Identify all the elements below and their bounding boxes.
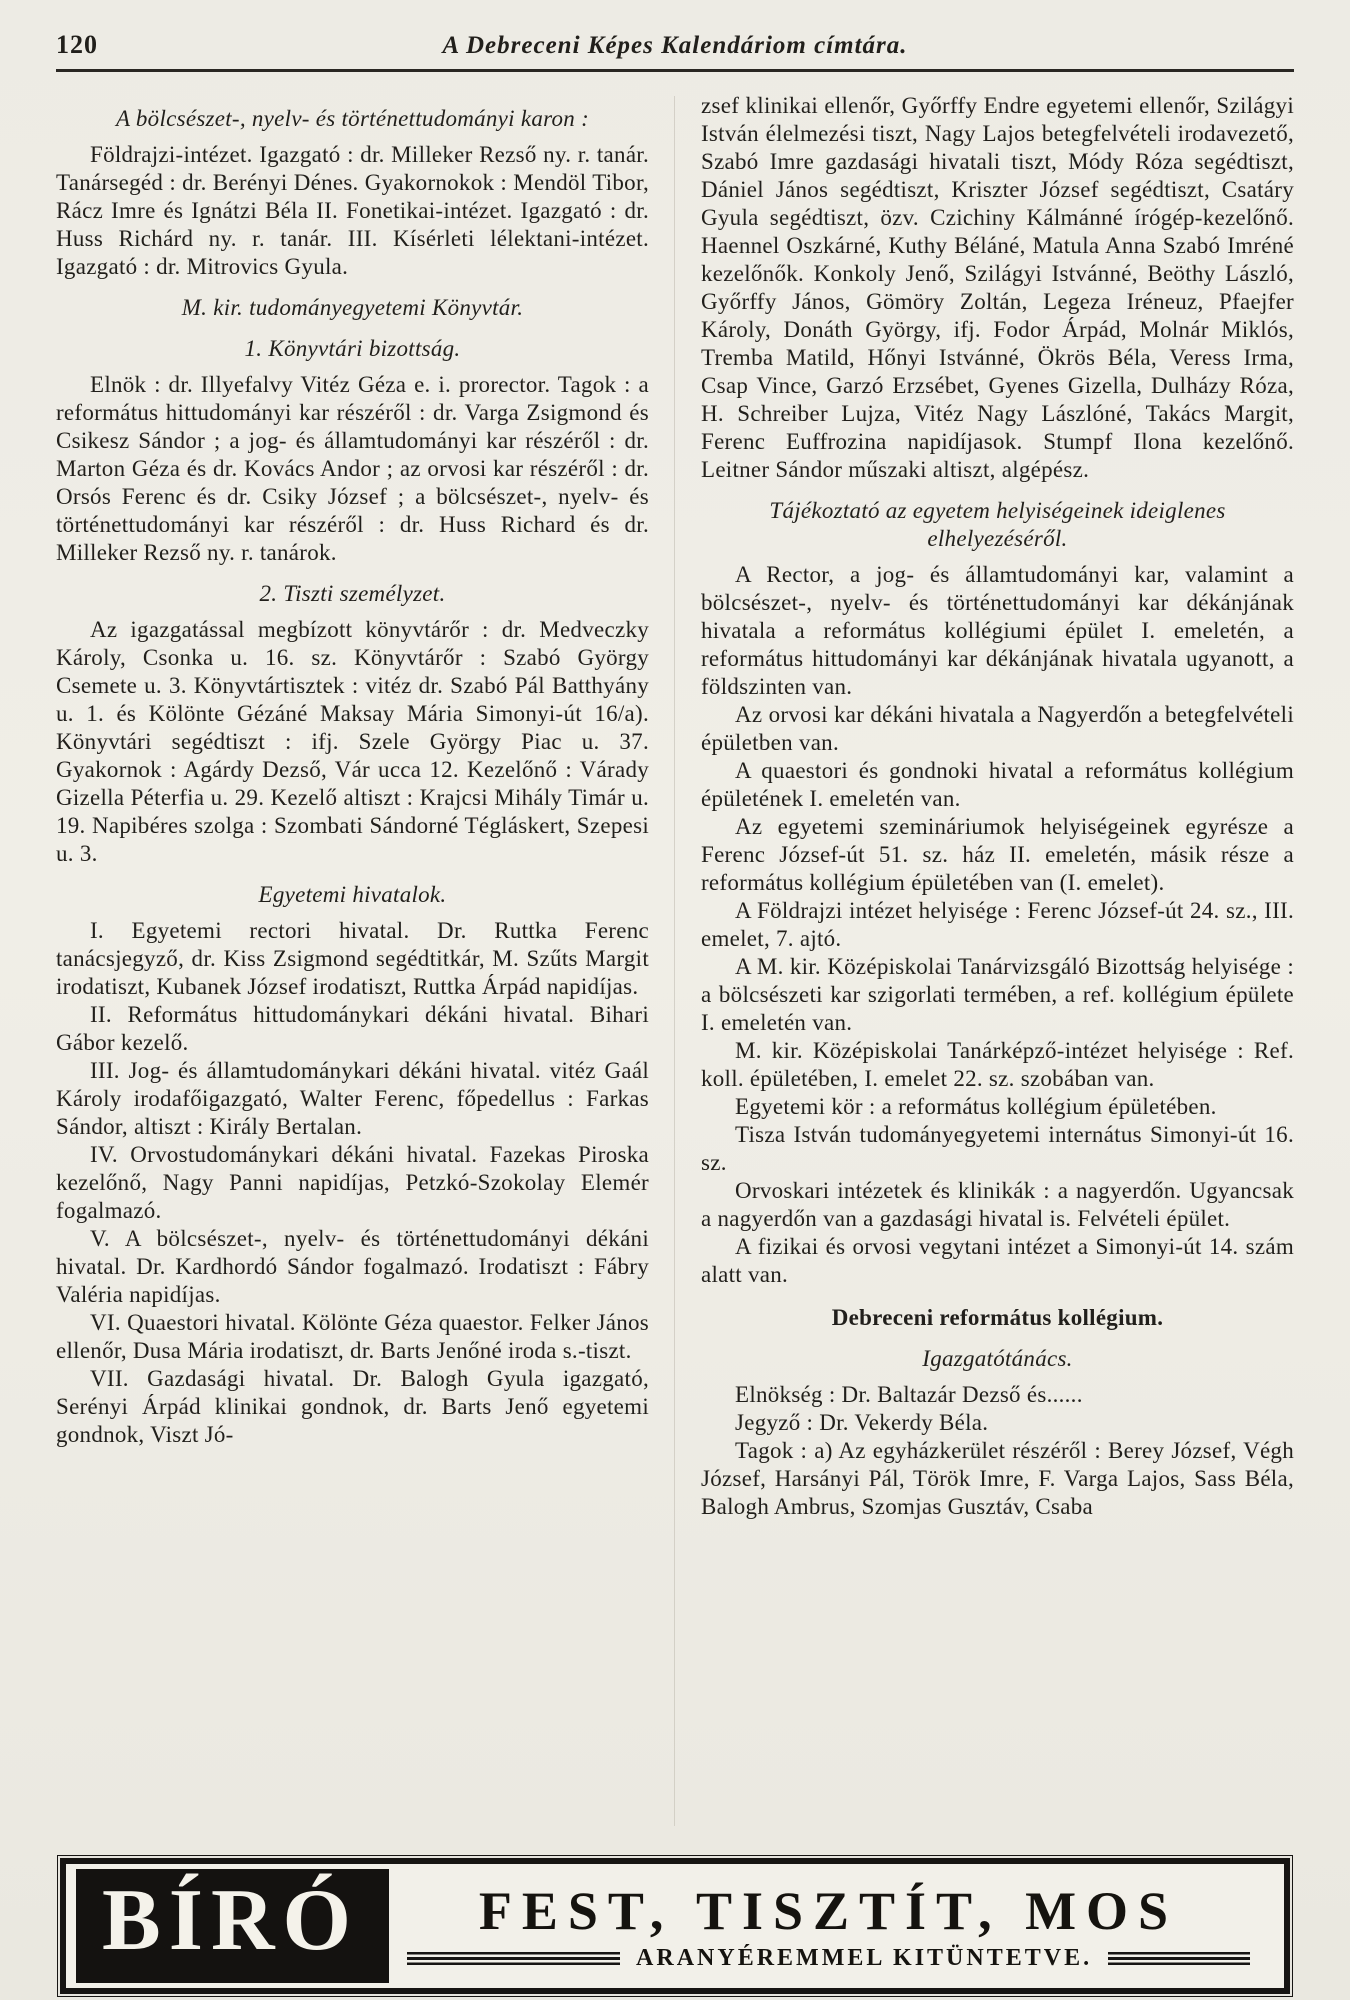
paragraph: A fizikai és orvosi vegytani intézet a Simonyi-út 14. szám alatt van. (701, 1234, 1294, 1287)
section-heading: 1. Könyvtári bizottság. (244, 336, 461, 361)
bold-section-heading: Debreceni református kollégium. (831, 1305, 1164, 1330)
advertisement (60, 1858, 1290, 1994)
paragraph: M. kir. Középiskolai Tanárképző-intézet helyisége : Ref. koll. épületében, I. emelet 22. sz. szobában van. (701, 1038, 1294, 1091)
section-heading: A bölcsészet-, nyelv- és történettudományi karon : (115, 106, 590, 131)
paragraph: A quaestori és gondnoki hivatal a református kollégium épületének I. emeletén van. (701, 758, 1294, 811)
section-heading: Igazgatótánács. (922, 1346, 1073, 1371)
paragraph: I. Egyetemi rectori hivatal. Dr. Ruttka Ferenc tanácsjegyző, dr. Kiss Zsigmond segédtitkár, M. Szűts Margit irodatiszt, Kubanek József irodatiszt, Ruttka Árpád napidíjas. (56, 918, 649, 999)
paragraph: Az igazgatással megbízott könyvtárőr : dr. Medveczky Károly, Csonka u. 16. sz. Könyvtárőr : Szabó György Csemete u. 3. Könyvtártisztek : vitéz dr. Szabó Pál Batthyány u. 1. és Kölönte Gézáné Maksay Mária Simonyi-út 16/a). Könyvtári segédtiszt : ifj. Szele György Piac u. 37. Gyakornok : Agárdy Dezső, Vár ucca 12. Kezelőnő : Várady Gizella Péterfia u. 29. Kezelő altiszt : Krajcsi Mihály Timár u. 19. Napibéres szolga : Szombati Sándorné Tégláskert, Szepesi u. 3. (56, 617, 649, 866)
paragraph: III. Jog- és államtudománykari dékáni hivatal. vitéz Gaál Károly irodafőigazgató, Walter Ferenc, főpedellus : Farkas Sándor, altiszt : Király Bertalan. (56, 1058, 649, 1139)
section-heading: Tájékoztató az egyetem helyiségeinek ideiglenes elhelyezéséről. (769, 498, 1226, 551)
paragraph: IV. Orvostudománykari dékáni hivatal. Fazekas Piroska kezelőnő, Nagy Panni napidíjas, Petzkó-Szokolay Elemér fogalmazó. (56, 1142, 649, 1223)
paragraph: Tisza István tudományegyetemi internátus Simonyi-út 16. sz. (701, 1122, 1294, 1175)
paragraph: Az egyetemi szemináriumok helyiségeinek egyrésze a Ferenc József-út 51. sz. ház II. emeletén, másik része a református kollégium épületében van (I. emelet). (701, 814, 1294, 895)
section-heading: M. kir. tudományegyetemi Könyvtár. (181, 295, 524, 320)
decorative-lines-right (1108, 1952, 1250, 1965)
right-column (701, 92, 1294, 1834)
paragraph: II. Református hittudománykari dékáni hivatal. Bihari Gábor kezelő. (56, 1002, 649, 1055)
ad-services-text: FEST, TISZTÍT, MOS (478, 1881, 1179, 1941)
paragraph: Tagok : a) Az egyházkerület részéről : Berey József, Végh József, Harsányi Pál, Török Imre, F. Varga Lajos, Sass Béla, Balogh Ambrus, Szomjas Gusztáv, Csaba (701, 1438, 1294, 1519)
paragraph: Földrajzi-intézet. Igazgató : dr. Milleker Rezső ny. r. tanár. Tanársegéd : dr. Berényi Dénes. Gyakornokok : Mendöl Tibor, Rácz Imre és Ignátzi Béla II. Fonetikai-intézet. Igazgató : dr. Huss Richárd ny. r. tanár. III. Kísérleti lélektani-intézet. Igazgató : dr. Mitrovics Gyula. (56, 142, 649, 279)
paragraph: A Rector, a jog- és államtudományi kar, valamint a bölcsészet-, nyelv- és történettudományi kar dékánjának hivatala a református kollégiumi épület I. emeletén, a református hittudományi kar dékánjának hivatala ugyanott, a földszinten van. (701, 562, 1294, 699)
left-column (56, 92, 649, 1834)
paragraph: A Földrajzi intézet helyisége : Ferenc József-út 24. sz., III. emelet, 7. ajtó. (701, 898, 1294, 951)
paragraph: VII. Gazdasági hivatal. Dr. Balogh Gyula igazgató, Serényi Árpád klinikai gondnok, dr. Barts Jenő egyetemi gondnok, Viszt Jó- (56, 1366, 649, 1447)
text-columns (56, 92, 1294, 1834)
ad-right-block (389, 1880, 1268, 1972)
section-heading: 2. Tiszti személyzet. (259, 581, 446, 606)
paragraph: zsef klinikai ellenőr, Győrffy Endre egyetemi ellenőr, Szilágyi István élelmezési tiszt, Nagy Lajos betegfelvételi irodavezető, Szabó Imre gazdasági hivatali tiszt, Módy Róza segédtiszt, Dániel János segédtiszt, Kriszter József segédtiszt, Csatáry Gyula segédtiszt, özv. Czichiny Kálmánné írógép-kezelőnő. Haennel Oszkárné, Kuthy Béláné, Matula Anna Szabó Imréné kezelőnők. Konkoly Jenő, Szilágyi Istvánné, Beöthy László, Győrffy János, Gömöry Zoltán, Legeza Iréneuz, Pfaejfer Károly, Donáth György, ifj. Fodor Árpád, Molnár Miklós, Tremba Matild, Hőnyi Istvánné, Ökrös Béla, Veress Irma, Csap Vince, Garzó Erzsébet, Gyenes Gizella, Dulházy Róza, H. Schreiber Lujza, Vitéz Nagy Lászlóné, Takács Margit, Ferenc Euffrozina napidíjasok. Stumpf Ilona kezelőnő. Leitner Sándor műszaki altiszt, algépész. (701, 93, 1294, 482)
paragraph: Egyetemi kör : a református kollégium épületében. (735, 1094, 1217, 1119)
ad-tagline-row (407, 1945, 1251, 1972)
paragraph: A M. kir. Középiskolai Tanárvizsgáló Bizottság helyisége : a bölcsészeti kar szigorlati termében, a ref. kollégium épülete I. emeletén van. (701, 954, 1294, 1035)
running-title: A Debreceni Képes Kalendáriom címtára. (442, 32, 908, 59)
paragraph: Elnök : dr. Illyefalvy Vitéz Géza e. i. prorector. Tagok : a református hittudományi kar részéről : dr. Varga Zsigmond és Csikesz Sándor ; a jog- és államtudományi kar részéről : dr. Marton Géza és dr. Kovács Andor ; az orvosi kar részéről : dr. Orsós Ferenc és dr. Csiky József ; a bölcsészet-, nyelv- és történettudományi kar részéről : dr. Huss Richard és dr. Milleker Rezső ny. r. tanárok. (56, 372, 649, 565)
ad-tagline-text: ARANYÉREMMEL KITÜNTETVE. (636, 1945, 1093, 1971)
paragraph: V. A bölcsészet-, nyelv- és történettudományi dékáni hivatal. Dr. Kardhordó Sándor fogalmazó. Irodatiszt : Fábry Valéria napidíjas. (56, 1226, 649, 1307)
paragraph: Elnökség : Dr. Baltazár Dezső és...... (735, 1382, 1083, 1407)
column-divider (674, 96, 675, 1826)
ad-brand-name: BÍRÓ (76, 1869, 389, 1983)
paragraph: Jegyző : Dr. Vekerdy Béla. (735, 1410, 989, 1435)
decorative-lines-left (407, 1952, 621, 1965)
page-number: 120 (56, 30, 98, 59)
paragraph: Orvoskari intézetek és klinikák : a nagyerdőn. Ugyancsak a nagyerdőn van a gazdasági hivatal is. Felvételi épület. (701, 1178, 1294, 1231)
paragraph: VI. Quaestori hivatal. Kölönte Géza quaestor. Felker János ellenőr, Dusa Mária irodatiszt, dr. Barts Jenőné iroda s.-tiszt. (56, 1310, 649, 1363)
section-heading: Egyetemi hivatalok. (258, 882, 447, 907)
page-header (56, 30, 1294, 72)
paragraph: Az orvosi kar dékáni hivatala a Nagyerdőn a betegfelvételi épületben van. (701, 702, 1294, 755)
